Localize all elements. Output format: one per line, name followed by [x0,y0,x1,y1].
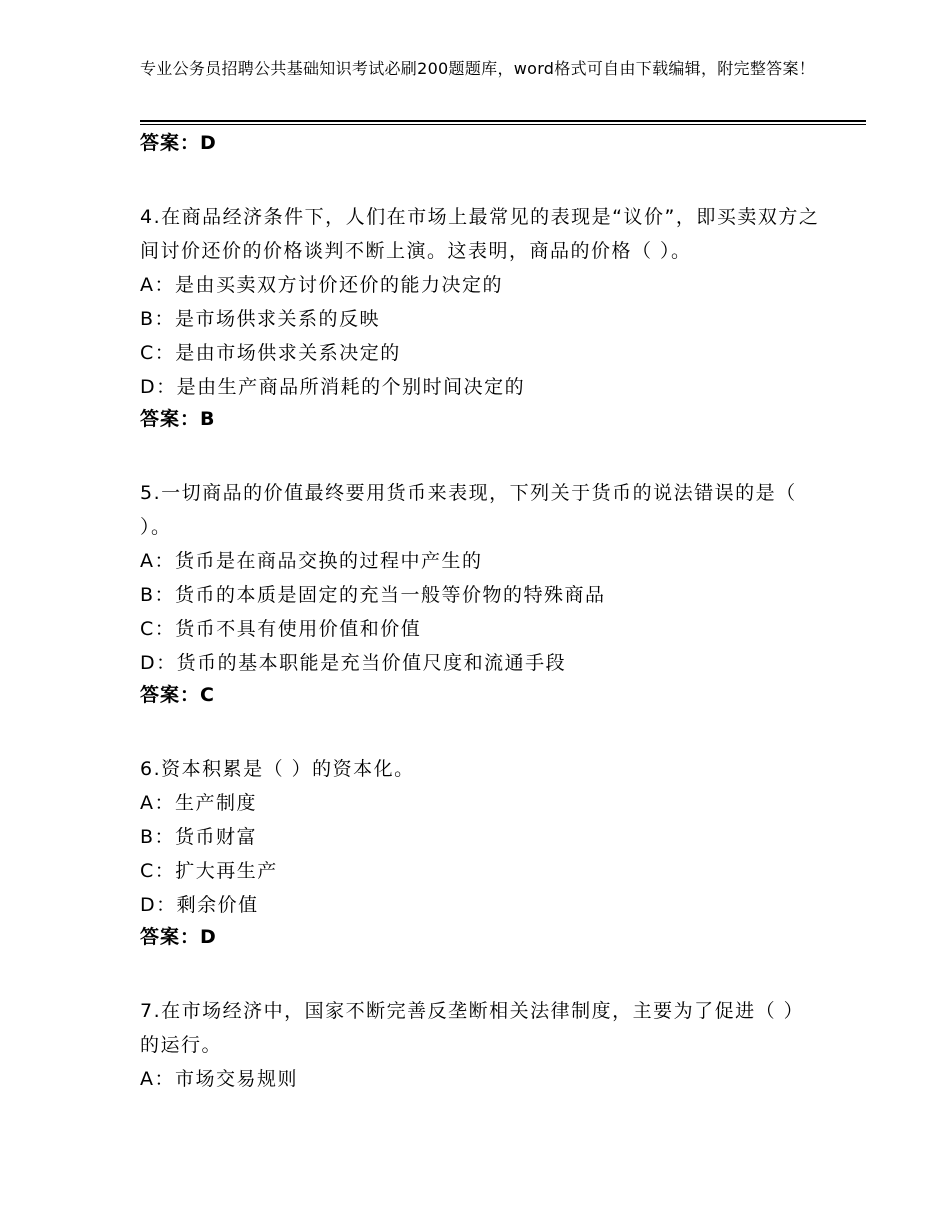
question-6 [140,752,820,952]
answer-line [140,680,820,710]
question-list [140,128,820,1096]
header-rule-thick [140,120,866,122]
answer-line [140,922,820,952]
question-stem: 5.一切商品的价值最终要用货币来表现，下列关于货币的说法错误的是（ ）。 [140,482,797,538]
answer-label: 答案： [140,132,201,154]
answer-label: 答案： [140,926,201,948]
question-stem: 7.在市场经济中，国家不断完善反垄断相关法律制度，主要为了促进（ ）的运行。 [140,1000,805,1056]
page-header: 专业公务员招聘公共基础知识考试必刷200题题库，word格式可自由下载编辑，附完整答案！ [140,59,816,78]
answer-line [140,404,820,434]
option-a: A：市场交易规则 [140,1068,298,1090]
option-c: C：是由市场供求关系决定的 [140,342,401,364]
option-d: D：是由生产商品所消耗的个别时间决定的 [140,376,526,398]
question-5 [140,476,820,710]
question-4 [140,200,820,434]
option-b: B：是市场供求关系的反映 [140,308,381,330]
answer-value: D [200,926,217,948]
answer-line [140,128,820,158]
option-a: A：生产制度 [140,792,257,814]
question-7 [140,994,820,1096]
option-c: C：扩大再生产 [140,860,278,882]
answer-value: C [200,684,215,706]
option-a: A：是由买卖双方讨价还价的能力决定的 [140,274,503,296]
option-b: B：货币财富 [140,826,258,848]
answer-label: 答案： [140,408,201,430]
option-d: D：剩余价值 [140,894,259,916]
answer-value: D [200,132,217,154]
question-stem: 6.资本积累是（ ）的资本化。 [140,758,415,780]
option-d: D：货币的基本职能是充当价值尺度和流通手段 [140,652,567,674]
question-stem: 4.在商品经济条件下，人们在市场上最常见的表现是“议价”，即买卖双方之间讨价还价的价格谈判不断上演。这表明，商品的价格（ ）。 [140,206,820,262]
option-a: A：货币是在商品交换的过程中产生的 [140,550,483,572]
option-b: B：货币的本质是固定的充当一般等价物的特殊商品 [140,584,606,606]
answer-label: 答案： [140,684,201,706]
option-c: C：货币不具有使用价值和价值 [140,618,422,640]
answer-value: B [200,408,216,430]
header-rule-thin [140,124,866,125]
